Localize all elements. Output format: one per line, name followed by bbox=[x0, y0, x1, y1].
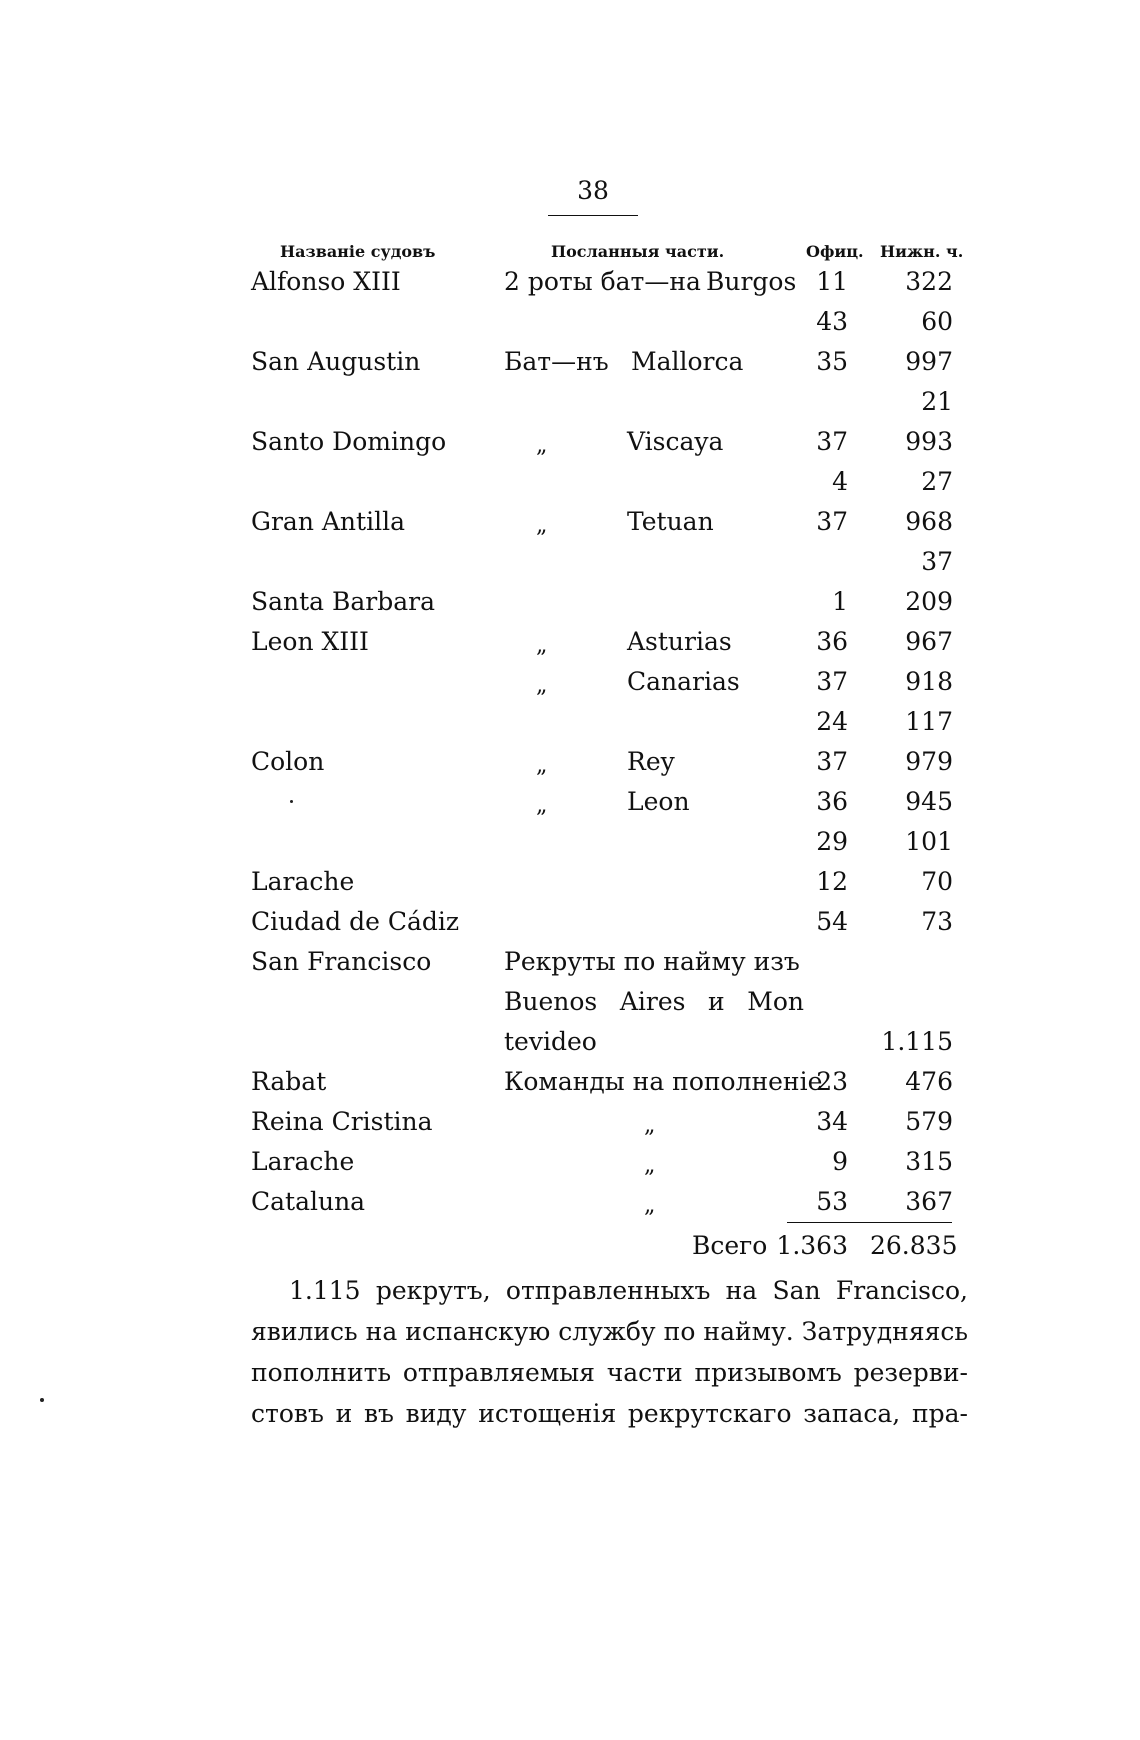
unit-sent: Команды на пополненіе bbox=[504, 1067, 823, 1096]
header-ship-name: Названіе судовъ bbox=[280, 242, 436, 261]
officers-count: 24 bbox=[816, 707, 848, 736]
unit-place: Leon bbox=[627, 787, 690, 816]
unit-sent: Бат—нъ bbox=[504, 347, 609, 376]
men-count: 73 bbox=[921, 907, 953, 936]
men-count: 209 bbox=[905, 587, 953, 616]
ditto-mark: „ bbox=[644, 1193, 656, 1218]
officers-count: 53 bbox=[816, 1187, 848, 1216]
unit-place: Viscaya bbox=[627, 427, 724, 456]
officers-count: 37 bbox=[816, 507, 848, 536]
ship-name: Alfonso XIII bbox=[251, 267, 401, 296]
ship-name: Ciudad de Cádiz bbox=[251, 907, 460, 936]
total-rule bbox=[787, 1222, 952, 1223]
unit-sent-line bbox=[504, 982, 804, 1022]
unit-place: Rey bbox=[627, 747, 675, 776]
officers-count: 34 bbox=[816, 1107, 848, 1136]
table-row bbox=[0, 702, 1140, 742]
ship-name: San Augustin bbox=[251, 347, 421, 376]
total-label: Всего bbox=[692, 1231, 768, 1260]
men-count: 117 bbox=[905, 707, 953, 736]
header-units-sent: Посланныя части. bbox=[551, 242, 725, 261]
officers-count: 4 bbox=[832, 467, 848, 496]
men-count: 993 bbox=[905, 427, 953, 456]
paragraph-line: явились на испанскую службу по найму. Затрудняясь bbox=[251, 1317, 968, 1346]
table-row bbox=[0, 622, 1140, 662]
table-row bbox=[0, 862, 1140, 902]
men-count: 60 bbox=[921, 307, 953, 336]
men-count: 27 bbox=[921, 467, 953, 496]
header-men: Нижн. ч. bbox=[880, 242, 964, 261]
men-count: 367 bbox=[905, 1187, 953, 1216]
officers-count: 9 bbox=[832, 1147, 848, 1176]
officers-count: 37 bbox=[816, 747, 848, 776]
men-count: 997 bbox=[905, 347, 953, 376]
officers-count: 11 bbox=[816, 267, 848, 296]
table-row bbox=[0, 982, 1140, 1022]
men-count: 918 bbox=[905, 667, 953, 696]
men-count: 945 bbox=[905, 787, 953, 816]
ship-name: Gran Antilla bbox=[251, 507, 405, 536]
table-row bbox=[0, 1182, 1140, 1222]
men-count: 1.115 bbox=[881, 1027, 953, 1056]
page-number: 38 bbox=[577, 176, 609, 205]
paragraph-line: стовъ и въ виду истощенія рекрутскаго запаса, пра- bbox=[251, 1399, 968, 1428]
total-men: 26.835 bbox=[870, 1231, 958, 1260]
unit-place: Asturias bbox=[627, 627, 732, 656]
ship-name: Larache bbox=[251, 1147, 355, 1176]
ship-name: Larache bbox=[251, 867, 355, 896]
ship-name: Colon bbox=[251, 747, 325, 776]
officers-count: 36 bbox=[816, 627, 848, 656]
men-count: 968 bbox=[905, 507, 953, 536]
ship-name: Santo Domingo bbox=[251, 427, 447, 456]
ditto-mark: „ bbox=[536, 513, 548, 538]
table-row bbox=[0, 1142, 1140, 1182]
ditto-mark: „ bbox=[536, 753, 548, 778]
men-count: 979 bbox=[905, 747, 953, 776]
unit-word: и bbox=[708, 987, 725, 1016]
table-row bbox=[0, 782, 1140, 822]
table-row bbox=[0, 1102, 1140, 1142]
ditto-mark: „ bbox=[536, 793, 548, 818]
table-row bbox=[0, 1022, 1140, 1062]
ship-name: Cataluna bbox=[251, 1187, 366, 1216]
unit-sent-line: Рекруты по найму изъ bbox=[504, 947, 800, 976]
ditto-mark: „ bbox=[536, 673, 548, 698]
ditto-mark: „ bbox=[644, 1153, 656, 1178]
officers-count: 37 bbox=[816, 667, 848, 696]
officers-count: 12 bbox=[816, 867, 848, 896]
body-paragraph bbox=[251, 1270, 968, 1434]
officers-count: 35 bbox=[816, 347, 848, 376]
table-row bbox=[0, 1062, 1140, 1102]
table-row bbox=[0, 542, 1140, 582]
table-row bbox=[0, 382, 1140, 422]
table-row bbox=[0, 502, 1140, 542]
page-number-rule bbox=[548, 215, 638, 216]
officers-count: 36 bbox=[816, 787, 848, 816]
officers-count: 23 bbox=[816, 1067, 848, 1096]
table-row bbox=[0, 422, 1140, 462]
print-speck bbox=[40, 1398, 44, 1402]
ditto-mark: „ bbox=[536, 633, 548, 658]
header-officers: Офиц. bbox=[806, 242, 864, 261]
men-count: 101 bbox=[905, 827, 953, 856]
table-row bbox=[0, 342, 1140, 382]
men-count: 37 bbox=[921, 547, 953, 576]
officers-count: 29 bbox=[816, 827, 848, 856]
table-row bbox=[0, 302, 1140, 342]
unit-sent-line: tevideo bbox=[504, 1027, 597, 1056]
table-row bbox=[0, 902, 1140, 942]
ship-name: San Francisco bbox=[251, 947, 432, 976]
ditto-mark: „ bbox=[644, 1113, 656, 1138]
table-row bbox=[0, 462, 1140, 502]
men-count: 476 bbox=[905, 1067, 953, 1096]
unit-place: Canarias bbox=[627, 667, 740, 696]
paragraph-line: 1.115 рекрутъ, отправленныхъ на San Francisco, bbox=[289, 1276, 968, 1305]
officers-count: 1 bbox=[832, 587, 848, 616]
ships-table bbox=[0, 262, 1140, 1222]
officers-count: 54 bbox=[816, 907, 848, 936]
ship-name: Leon XIII bbox=[251, 627, 369, 656]
table-row bbox=[0, 262, 1140, 302]
unit-place: Tetuan bbox=[627, 507, 714, 536]
ship-name: Santa Barbara bbox=[251, 587, 436, 616]
ship-name: Rabat bbox=[251, 1067, 327, 1096]
men-count: 579 bbox=[905, 1107, 953, 1136]
unit-sent: 2 роты бат—на bbox=[504, 267, 701, 296]
unit-place: Burgos bbox=[706, 267, 797, 296]
table-row bbox=[0, 942, 1140, 982]
officers-count: 37 bbox=[816, 427, 848, 456]
men-count: 322 bbox=[905, 267, 953, 296]
unit-word: Aires bbox=[619, 987, 686, 1016]
paragraph-line: пополнить отправляемыя части призывомъ резерви- bbox=[251, 1358, 968, 1387]
total-officers: 1.363 bbox=[776, 1231, 848, 1260]
unit-word: Buenos bbox=[504, 987, 598, 1016]
table-row bbox=[0, 662, 1140, 702]
ship-name: Reina Cristina bbox=[251, 1107, 433, 1136]
table-row bbox=[0, 742, 1140, 782]
unit-word: Mon bbox=[747, 987, 804, 1016]
table-row bbox=[0, 582, 1140, 622]
unit-place: Mallorca bbox=[631, 347, 744, 376]
ditto-mark: „ bbox=[536, 433, 548, 458]
officers-count: 43 bbox=[816, 307, 848, 336]
men-count: 315 bbox=[905, 1147, 953, 1176]
print-speck bbox=[290, 800, 293, 803]
table-row bbox=[0, 822, 1140, 862]
men-count: 967 bbox=[905, 627, 953, 656]
men-count: 70 bbox=[921, 867, 953, 896]
men-count: 21 bbox=[921, 387, 953, 416]
